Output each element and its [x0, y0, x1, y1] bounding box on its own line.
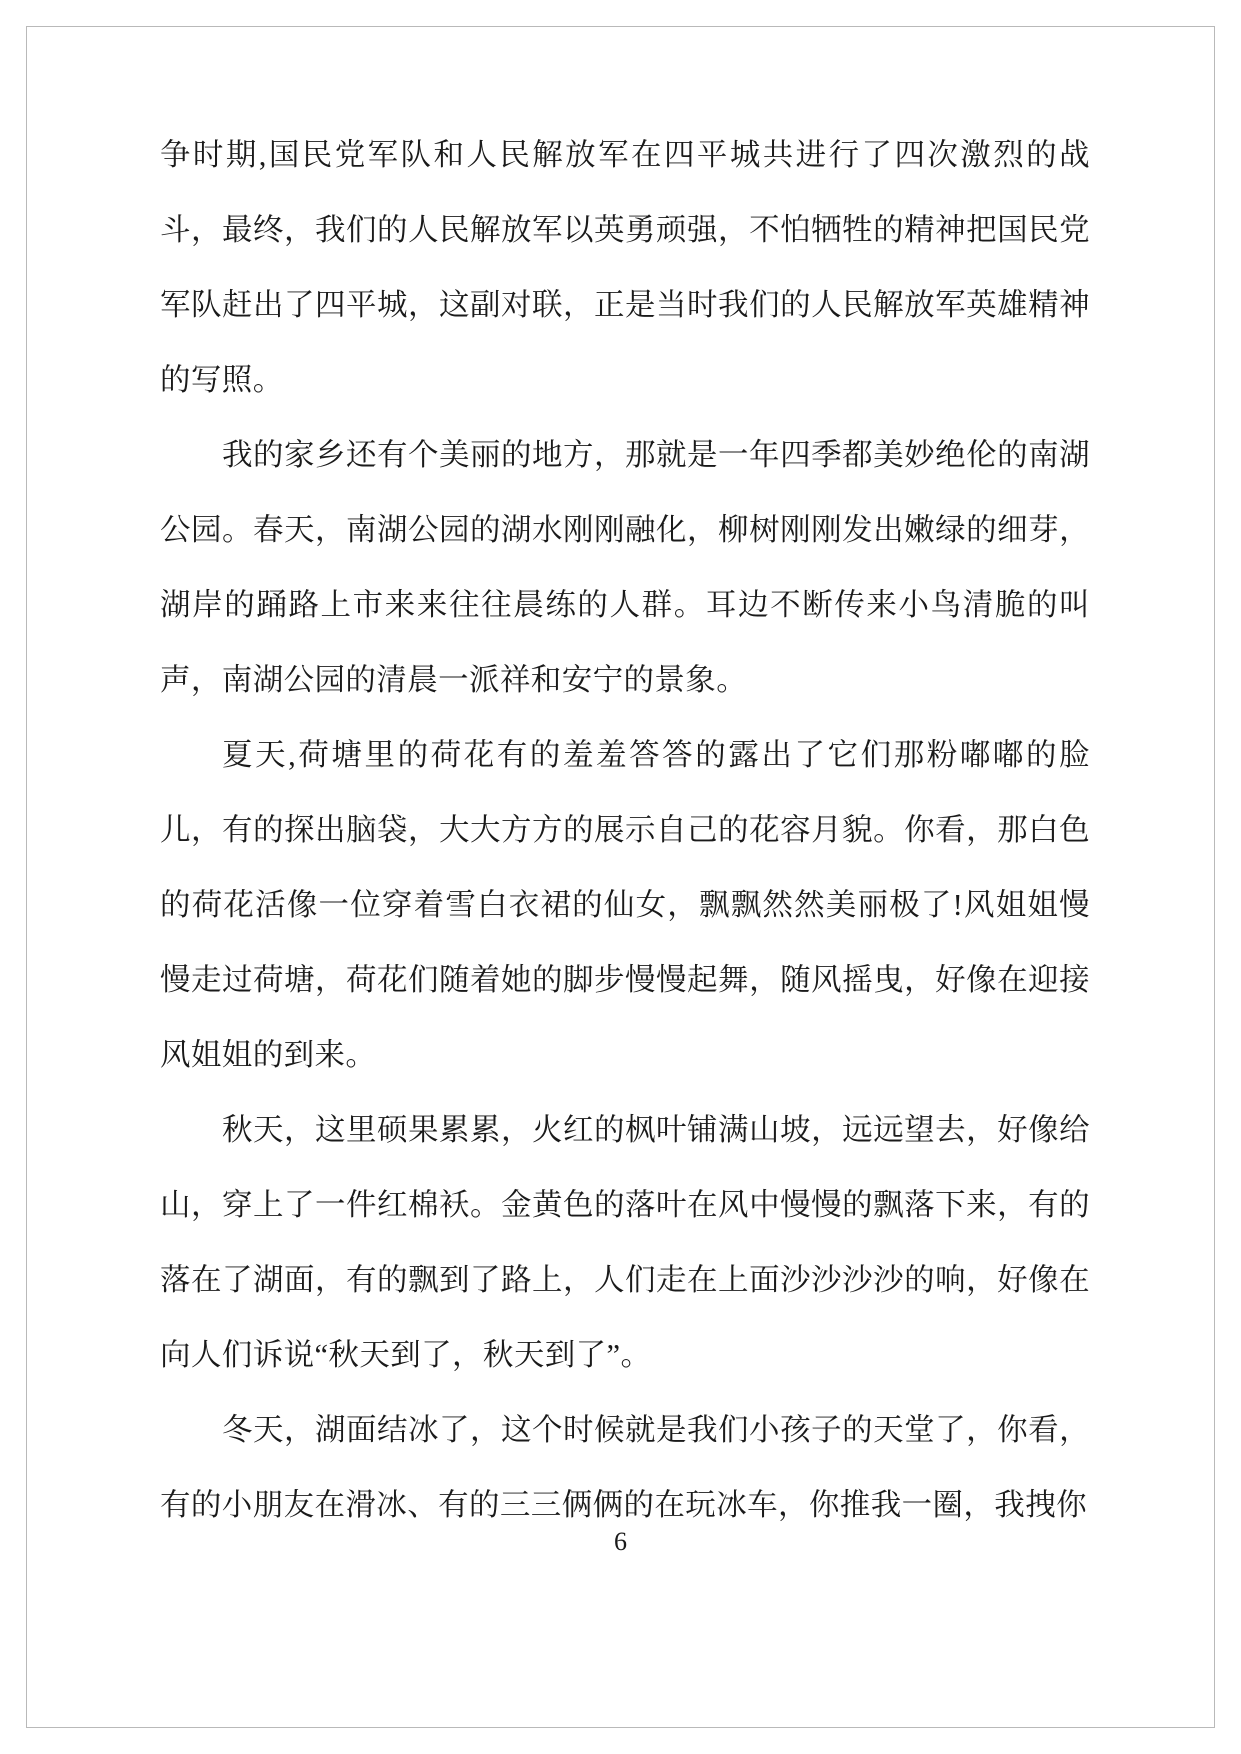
- paragraph: 我的家乡还有个美丽的地方，那就是一年四季都美妙绝伦的南湖公园。春天，南湖公园的湖水刚刚融化，柳树刚刚发出嫩绿的细芽，湖岸的踊路上市来来往往晨练的人群。耳边不断传来小鸟清脆的叫声，南湖公园的清晨一派祥和安宁的景象。: [160, 438, 1090, 697]
- page-number: 6: [614, 1527, 627, 1556]
- paragraph: 冬天，湖面结冰了，这个时候就是我们小孩子的天堂了，你看，有的小朋友在滑冰、有的三三俩俩的在玩冰车，你推我一圈，我拽你: [160, 1413, 1090, 1522]
- document-body: [160, 118, 1090, 1543]
- paragraph: 夏天,荷塘里的荷花有的羞羞答答的露出了它们那粉嘟嘟的脸儿，有的探出脑袋，大大方方的展示自己的花容月貌。你看，那白色的荷花活像一位穿着雪白衣裙的仙女，飘飘然然美丽极了!风姐姐慢慢走过荷塘，荷花们随着她的脚步慢慢起舞，随风摇曳，好像在迎接风姐姐的到来。: [160, 738, 1090, 1072]
- paragraph: 争时期,国民党军队和人民解放军在四平城共进行了四次激烈的战斗，最终，我们的人民解放军以英勇顽强，不怕牺牲的精神把国民党军队赶出了四平城，这副对联，正是当时我们的人民解放军英雄精神的写照。: [160, 138, 1090, 397]
- paragraph: 秋天，这里硕果累累，火红的枫叶铺满山坡，远远望去，好像给山，穿上了一件红棉袄。金黄色的落叶在风中慢慢的飘落下来，有的落在了湖面，有的飘到了路上，人们走在上面沙沙沙沙的响，好像在向人们诉说“秋天到了，秋天到了”。: [160, 1113, 1090, 1372]
